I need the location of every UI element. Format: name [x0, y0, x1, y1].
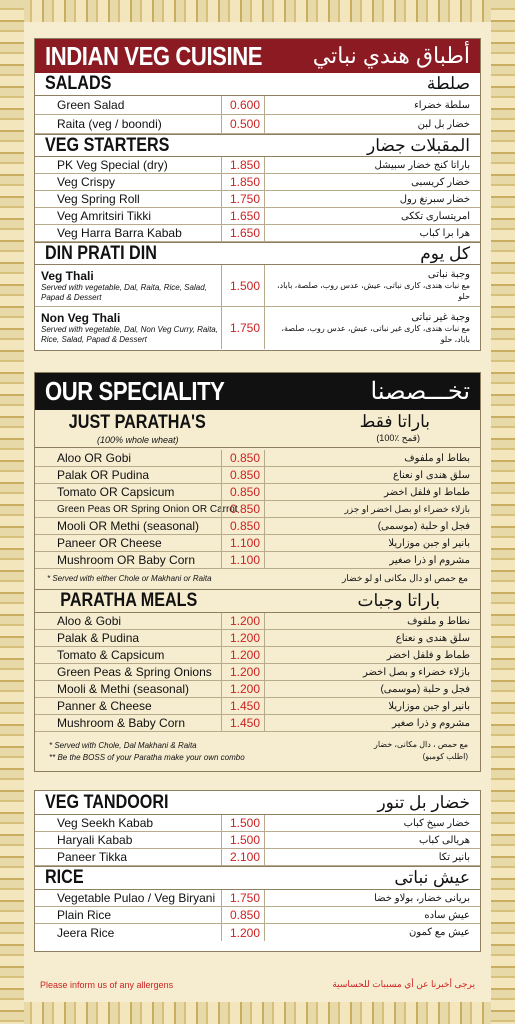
item-name-ar: فجل و حلبة (موسمى) [380, 683, 470, 695]
item-price: 1.650 [221, 208, 265, 224]
menu-item [35, 815, 480, 832]
header-title: INDIAN VEG CUISINE [45, 40, 263, 71]
menu-item [35, 225, 480, 242]
header-title-ar: أطباق هندي نباتي [312, 43, 470, 68]
section-title: SALADS [45, 73, 112, 94]
allergen-note: Please inform us of any allergens [40, 980, 174, 990]
header-title: OUR SPECIALITY [45, 376, 225, 406]
item-name: Tomato & Capsicum [57, 648, 165, 662]
item-name-ar: بانير او جبن موزاريلا [388, 700, 470, 712]
item-name-ar: سلق هندى او نعناع [393, 469, 470, 481]
item-price: 1.200 [221, 630, 265, 646]
item-name-ar: سلطة خضراء [414, 99, 470, 111]
item-price: 1.650 [221, 225, 265, 241]
menu-item [35, 647, 480, 664]
menu-item [35, 484, 480, 501]
item-price: 1.500 [221, 832, 265, 848]
item-price: 1.850 [221, 157, 265, 173]
item-price: 1.200 [221, 924, 265, 941]
item-name: Veg Thali [41, 268, 94, 283]
item-name-ar: طماط و فلفل اخضر [386, 649, 470, 661]
section-title-ar: كل يوم [420, 243, 470, 263]
section-rice [35, 866, 480, 890]
section-subtitle: (100% whole wheat) [97, 435, 179, 445]
panel-veg-cuisine [34, 38, 481, 351]
item-name-ar: خضار كريسبى [411, 176, 470, 188]
item-name-ar: فجل او حلبة (موسمى) [377, 520, 470, 532]
item-name: Jeera Rice [57, 925, 115, 940]
menu-item [35, 450, 480, 467]
item-name: Veg Spring Roll [57, 192, 140, 206]
item-name-ar: عيش مع كمون [408, 927, 470, 938]
item-name-ar: هريالى كباب [418, 834, 470, 846]
item-price: 0.600 [221, 96, 265, 114]
section-title-ar: باراتا وجبات [357, 591, 440, 610]
section-din-prati-din [35, 242, 480, 265]
item-price: 0.850 [221, 501, 265, 517]
item-price: 1.750 [221, 307, 265, 349]
menu-item [35, 208, 480, 225]
section-title-ar: المقبلات جضار [367, 135, 470, 155]
item-name-ar: سلق هندى و نعناع [395, 632, 470, 644]
item-name-ar: باراتا كنج خضار سبيشل [374, 159, 470, 171]
item-price: 1.450 [221, 715, 265, 731]
item-name: Aloo & Gobi [57, 614, 122, 628]
menu-item [35, 115, 480, 134]
menu-item [35, 467, 480, 484]
item-price: 1.200 [221, 613, 265, 629]
item-price: 1.200 [221, 664, 265, 680]
item-name: Vegetable Pulao / Veg Biryani [57, 891, 216, 905]
item-name-ar: وجبة نباتى [427, 269, 470, 280]
section-paratha-meals [35, 589, 480, 613]
item-price: 1.100 [221, 535, 265, 551]
item-name: Mushroom OR Baby Corn [57, 553, 196, 567]
item-name-ar: بانير او جبن موزاريلا [388, 537, 470, 549]
item-price: 1.750 [221, 890, 265, 906]
item-name: PK Veg Special (dry) [57, 158, 168, 172]
item-name: Aloo OR Gobi [57, 451, 132, 465]
item-desc: Served with vegetable, Dal, Raita, Rice, Salad, Papad & Dessert [41, 282, 207, 302]
item-name-ar: امريتسارى تككى [400, 210, 470, 222]
combo-note: ** Be the BOSS of your Paratha make your own combo [49, 753, 245, 762]
item-name-ar: عيش ساده [424, 909, 470, 921]
item-price: 1.100 [221, 552, 265, 568]
section-title: DIN PRATI DIN [45, 242, 157, 264]
item-name: Non Veg Thali [41, 311, 121, 325]
item-ar-block [265, 312, 480, 345]
combo-note-ar: (اطلب كومبو) [422, 752, 468, 761]
item-desc-ar: مع نبات هندى، كارى غير نباتى، عيش، عدس روب، صلصة، باباد، حلو [281, 323, 470, 344]
section-title-ar: خضار بل تنور [377, 792, 470, 812]
menu-item [35, 832, 480, 849]
serving-note: * Served with either Chole or Makhani or Raita [47, 574, 212, 583]
item-name: Tomato OR Capsicum [57, 485, 175, 499]
menu-item [35, 849, 480, 866]
item-name: Paneer Tikka [57, 850, 128, 864]
item-ar-block [265, 269, 480, 302]
decorative-border-left [0, 0, 24, 1024]
menu-item [35, 535, 480, 552]
section-veg-starters [35, 134, 480, 157]
menu-item [35, 96, 480, 115]
item-name-ar: بريانى خضار، بولاو خضا [374, 892, 470, 904]
item-name-ar: خضار بل لبن [417, 118, 470, 130]
item-price: 0.850 [221, 467, 265, 483]
item-name: Mooli OR Methi (seasonal) [57, 519, 200, 533]
item-name: Mooli & Methi (seasonal) [57, 682, 190, 696]
item-desc: Served with vegetable, Dal, Non Veg Curry, Raita, Rice, Salad, Papad & Dessert [41, 325, 218, 344]
menu-item [35, 698, 480, 715]
serving-note: * Served with Chole, Dal Makhani & Raita [49, 741, 197, 750]
menu-item [35, 715, 480, 732]
item-name-ar: خضار سيخ كباب [403, 817, 470, 829]
item-name: Plain Rice [57, 908, 112, 922]
section-title-ar: صلطة [426, 74, 470, 93]
item-price: 1.200 [221, 647, 265, 663]
section-subtitle-ar: (100٪ قمح) [376, 433, 420, 443]
section-title: JUST PARATHA'S [68, 412, 206, 433]
item-name-ar: بانير تكا [438, 851, 470, 863]
item-price: 0.850 [221, 518, 265, 534]
item-name-ar: طماط او فلفل اخضر [384, 486, 470, 498]
allergen-note-ar: يرجى أخبرنا عن أي مسببات للحساسية [332, 979, 475, 989]
item-name-ar: بازلاء خضراء و بصل اخضر [362, 666, 470, 678]
item-price: 1.450 [221, 698, 265, 714]
header-title-ar: تخـــصصنا [370, 378, 470, 405]
menu-item [35, 681, 480, 698]
item-price: 0.850 [221, 907, 265, 923]
menu-item-thali [35, 307, 480, 349]
item-price: 0.850 [221, 484, 265, 500]
section-title-ar: عيش نباتى [394, 868, 470, 887]
item-name-ar: هرا برا كباب [419, 227, 470, 239]
item-name: Paneer OR Cheese [57, 536, 162, 550]
item-name: Veg Crispy [57, 175, 116, 189]
panel-tandoori-rice [34, 790, 481, 952]
item-name-ar: بطاط او ملفوف [404, 452, 470, 464]
item-name: Mushroom & Baby Corn [57, 716, 186, 730]
item-name-ar: مشروم او ذرا صغير [389, 554, 470, 566]
item-name: Green Peas & Spring Onions [57, 665, 212, 679]
section-veg-tandoori [35, 791, 480, 815]
menu-item [35, 191, 480, 208]
serving-note-ar: مع حمص ، دال مكانى، خضار [373, 740, 468, 749]
menu-item [35, 501, 480, 518]
item-name-ar: نطاط و ملفوف [407, 615, 470, 627]
serving-note-ar: مع حمص او دال مكانى او لو خضار [341, 573, 468, 583]
item-name: Panner & Cheese [57, 699, 152, 713]
item-price: 1.750 [221, 191, 265, 207]
item-name: Veg Seekh Kabab [57, 816, 154, 830]
item-name-ar: وجبة غير نباتى [411, 311, 470, 323]
item-name-ar: بازلاء خضراء او بصل اخضر او جزر [344, 503, 470, 514]
item-price: 0.850 [221, 450, 265, 466]
item-price: 1.200 [221, 681, 265, 697]
menu-item [35, 664, 480, 681]
section-title-ar: باراتا فقط [359, 412, 430, 431]
item-price: 0.500 [221, 115, 265, 133]
item-name: Green Peas OR Spring Onion OR Carrot [57, 503, 238, 515]
section-title: VEG TANDOORI [45, 791, 169, 813]
item-price: 2.100 [221, 849, 265, 865]
item-name-ar: مشروم و ذرا صغير [392, 717, 470, 729]
menu-item [35, 924, 480, 941]
item-name: Veg Harra Barra Kabab [57, 226, 182, 240]
menu-item [35, 613, 480, 630]
menu-item [35, 890, 480, 907]
menu-item [35, 518, 480, 535]
decorative-border-top [0, 0, 515, 22]
item-name-block [35, 269, 221, 303]
item-desc-ar: مع نبات هندى، كارى نباتى، عيش، عدس روب، صلصة، باباد، حلو [276, 281, 470, 301]
section-title: PARATHA MEALS [60, 590, 198, 611]
item-name: Raita (veg / boondi) [57, 117, 162, 131]
speciality-header [35, 373, 480, 410]
item-price: 1.500 [221, 265, 265, 306]
item-name: Haryali Kabab [57, 833, 133, 847]
menu-item [35, 157, 480, 174]
item-name: Palak & Pudina [57, 631, 140, 645]
menu-item [35, 174, 480, 191]
menu-item [35, 630, 480, 647]
section-title: RICE [45, 867, 84, 888]
veg-cuisine-header [35, 39, 480, 73]
panel-speciality [34, 372, 481, 772]
decorative-border-bottom [0, 1002, 515, 1024]
item-name: Palak OR Pudina [57, 468, 150, 482]
item-price: 1.500 [221, 815, 265, 831]
item-price: 1.850 [221, 174, 265, 190]
item-name: Green Salad [57, 98, 125, 112]
item-name-ar: خضار سبرنغ رول [399, 193, 470, 205]
item-name: Veg Amritsiri Tikki [57, 209, 152, 223]
menu-item [35, 552, 480, 569]
menu-item [35, 907, 480, 924]
menu-item-thali [35, 265, 480, 307]
item-name-block [35, 311, 221, 345]
section-salads [35, 73, 480, 96]
section-title: VEG STARTERS [45, 134, 170, 156]
decorative-border-right [491, 0, 515, 1024]
